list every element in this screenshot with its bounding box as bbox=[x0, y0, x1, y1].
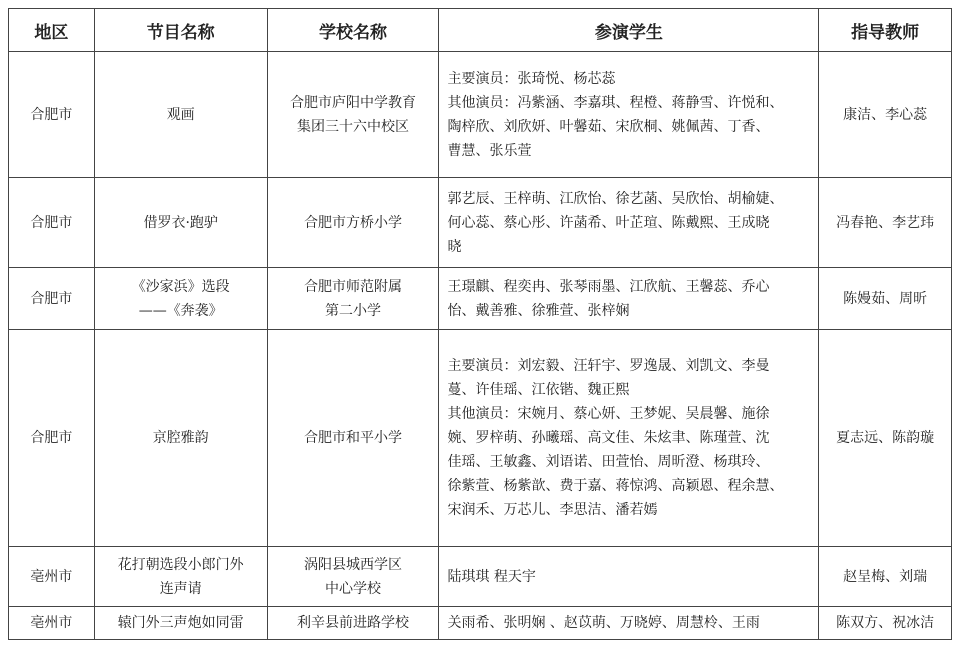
program-cell-line: ——《奔袭》 bbox=[138, 302, 223, 319]
program-cell bbox=[94, 268, 267, 330]
school-cell-line: 中心学校 bbox=[325, 580, 382, 597]
school-cell-line: 合肥市方桥小学 bbox=[304, 214, 403, 231]
students-cell-line: 婉、罗梓萌、孙曦瑶、高文佳、朱炫聿、陈瑾萱、沈 bbox=[447, 430, 770, 446]
header-row bbox=[9, 9, 952, 52]
students-cell-line: 陆琪琪 程天宇 bbox=[447, 568, 536, 585]
students-cell-line: 曹慧、张乐萱 bbox=[447, 142, 532, 159]
program-cell-line: 借罗衣·跑驴 bbox=[143, 214, 218, 231]
program-cell bbox=[94, 330, 267, 547]
students-cell bbox=[439, 268, 819, 330]
school-cell bbox=[267, 268, 439, 330]
program-cell bbox=[94, 52, 267, 178]
school-cell-line: 集团三十六中校区 bbox=[297, 118, 410, 135]
program-cell bbox=[94, 607, 267, 640]
performance-table bbox=[8, 8, 952, 640]
students-cell-line: 主要演员：张琦悦、杨芯蕊 bbox=[447, 70, 616, 87]
students-cell-line: 晓 bbox=[447, 238, 462, 255]
table-row bbox=[9, 52, 952, 178]
region-cell: 合肥市 bbox=[9, 52, 95, 178]
students-cell bbox=[439, 607, 819, 640]
teachers-cell: 冯春艳、李艺玮 bbox=[819, 178, 952, 268]
school-cell bbox=[267, 178, 439, 268]
region-cell: 合肥市 bbox=[9, 330, 95, 547]
students-cell-line: 主要演员：刘宏毅、汪轩宇、罗逸晟、刘凯文、李曼 bbox=[447, 358, 770, 374]
school-cell bbox=[267, 52, 439, 178]
school-cell-line: 合肥市庐阳中学教育 bbox=[290, 94, 417, 111]
students-cell bbox=[439, 52, 819, 178]
program-cell bbox=[94, 547, 267, 607]
program-cell-line: 《沙家浜》选段 bbox=[131, 278, 230, 295]
header-region: 地区 bbox=[9, 9, 95, 52]
school-cell-line: 第二小学 bbox=[325, 302, 382, 319]
students-cell-line: 佳瑶、王敏鑫、刘语诺、田萱怡、周昕澄、杨琪玲、 bbox=[447, 454, 770, 470]
school-cell-line: 合肥市和平小学 bbox=[304, 430, 403, 446]
students-cell-line: 其他演员：宋婉月、蔡心妍、王梦妮、吴晨馨、施徐 bbox=[447, 406, 770, 422]
students-cell-line: 陶梓欣、刘欣妍、叶馨茹、宋欣桐、姚佩茜、丁香、 bbox=[447, 118, 770, 135]
region-cell: 亳州市 bbox=[9, 607, 95, 640]
program-cell-line: 辕门外三声炮如同雷 bbox=[117, 615, 244, 631]
students-cell-line: 宋润禾、万芯儿、李思洁、潘若嫣 bbox=[447, 502, 658, 518]
students-cell-line: 其他演员：冯紫涵、李嘉琪、程橙、蒋静雪、许悦和、 bbox=[447, 94, 784, 111]
students-cell-line: 徐紫萱、杨紫歆、费于嘉、蒋惊鸿、高颖恩、程余慧、 bbox=[447, 478, 784, 494]
header-teachers: 指导教师 bbox=[819, 9, 952, 52]
school-cell bbox=[267, 330, 439, 547]
region-cell: 合肥市 bbox=[9, 268, 95, 330]
program-cell-line: 连声请 bbox=[159, 580, 202, 597]
school-cell-line: 利辛县前进路学校 bbox=[297, 615, 410, 631]
header-program: 节目名称 bbox=[94, 9, 267, 52]
school-cell-line: 合肥市师范附属 bbox=[304, 278, 403, 295]
region-cell: 亳州市 bbox=[9, 547, 95, 607]
school-cell bbox=[267, 547, 439, 607]
table-row bbox=[9, 330, 952, 547]
program-cell bbox=[94, 178, 267, 268]
teachers-cell: 夏志远、陈韵璇 bbox=[819, 330, 952, 547]
students-cell bbox=[439, 547, 819, 607]
program-cell-line: 花打朝选段小郎门外 bbox=[117, 556, 244, 573]
school-cell bbox=[267, 607, 439, 640]
students-cell bbox=[439, 178, 819, 268]
teachers-cell: 陈嫚茹、周昕 bbox=[819, 268, 952, 330]
region-cell: 合肥市 bbox=[9, 178, 95, 268]
table-row bbox=[9, 547, 952, 607]
program-cell-line: 京腔雅韵 bbox=[152, 430, 209, 446]
header-school: 学校名称 bbox=[267, 9, 439, 52]
table-row bbox=[9, 268, 952, 330]
students-cell-line: 蔓、许佳瑶、江依锴、魏正熙 bbox=[447, 382, 630, 398]
students-cell-line: 怡、戴善雅、徐雅萱、张梓娴 bbox=[447, 302, 630, 319]
table-row bbox=[9, 607, 952, 640]
table-row bbox=[9, 178, 952, 268]
school-cell-line: 涡阳县城西学区 bbox=[304, 556, 403, 573]
students-cell-line: 王璟麒、程奕冉、张琴雨墨、江欣航、王馨蕊、乔心 bbox=[447, 278, 770, 295]
header-students: 参演学生 bbox=[439, 9, 819, 52]
students-cell-line: 郭艺辰、王梓萌、江欣怡、徐艺菡、吴欣怡、胡榆婕、 bbox=[447, 190, 784, 207]
program-cell-line: 观画 bbox=[166, 106, 195, 123]
students-cell-line: 何心蕊、蔡心彤、许菡希、叶芷瑄、陈戴熙、王成晓 bbox=[447, 214, 770, 231]
teachers-cell: 赵呈梅、刘瑞 bbox=[819, 547, 952, 607]
teachers-cell: 陈双方、祝冰洁 bbox=[819, 607, 952, 640]
students-cell-line: 关雨希、张明娴 、赵苡萌、万晓婷、周慧柃、王雨 bbox=[447, 615, 760, 631]
students-cell bbox=[439, 330, 819, 547]
teachers-cell: 康洁、李心蕊 bbox=[819, 52, 952, 178]
